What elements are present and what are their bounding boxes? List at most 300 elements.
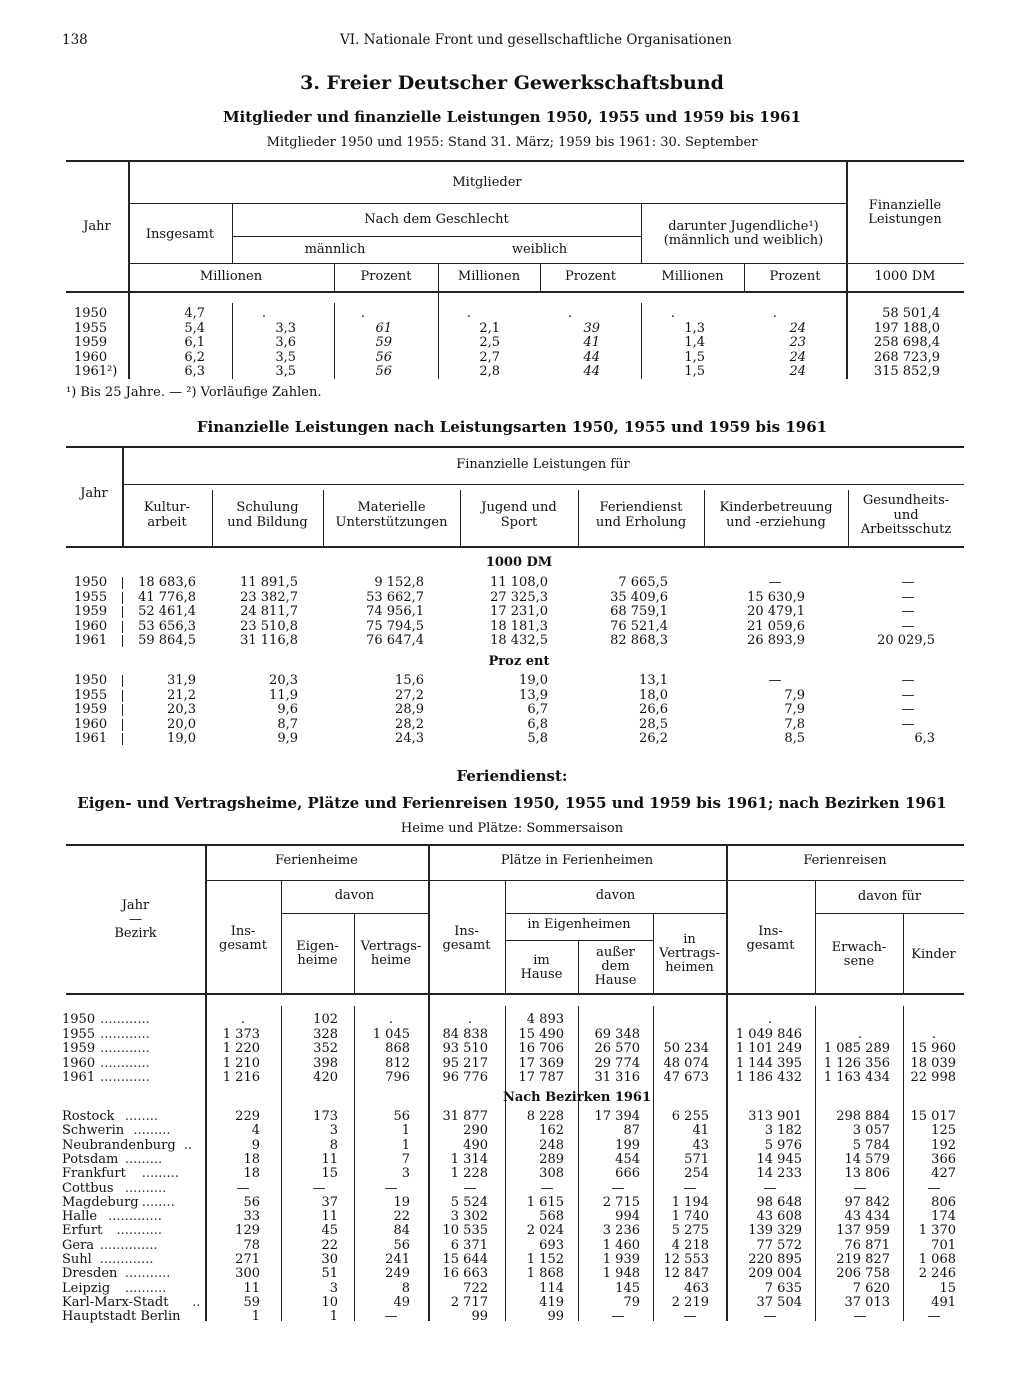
- t3-head-plaetze-ins-2: gesamt: [442, 938, 491, 953]
- t3-cell: 76 871: [844, 1237, 890, 1253]
- t3-cell: 2 715: [602, 1194, 640, 1210]
- t3-head-inv-3: heimen: [665, 960, 714, 975]
- t3-cell: 490: [463, 1137, 488, 1153]
- t2-cell: 28,9: [395, 702, 424, 718]
- t3-year: 1959: [62, 1041, 96, 1057]
- t3-head-dash: —: [129, 912, 142, 927]
- t3-bezirk-name: Erfurt: [62, 1223, 103, 1239]
- t1-cell-w_pct: 39: [583, 320, 600, 336]
- t3-cell: 298 884: [836, 1109, 890, 1124]
- t3-leader: ............: [96, 1026, 150, 1042]
- t3-cell: 1 152: [526, 1252, 564, 1267]
- t3-cell: 308: [539, 1166, 564, 1182]
- t2-cell: —: [901, 618, 915, 634]
- t2-cell: 11 108,0: [490, 575, 548, 590]
- t2-cell: 6,3: [914, 731, 935, 747]
- t3-cell: 4 218: [671, 1237, 709, 1253]
- t2-cell: 41 776,8: [138, 589, 196, 605]
- t3-cell: .: [931, 1026, 937, 1042]
- t2-cell: 18 181,3: [490, 618, 548, 634]
- t3-cell: 722: [463, 1280, 488, 1296]
- t3-cell: 102: [313, 1012, 338, 1027]
- t2-cell: 8,5: [784, 731, 805, 747]
- t1-cell-m_mio: 3,5: [275, 364, 296, 380]
- t3-cell: 22 998: [910, 1070, 956, 1086]
- t2-cell: 20 479,1: [747, 604, 805, 620]
- t3-cell: 22: [321, 1237, 338, 1253]
- t1-unit-w-mio: Millionen: [457, 269, 521, 284]
- t3-cell: 313 901: [748, 1109, 802, 1124]
- t1-cell-fin: 58 501,4: [882, 306, 940, 321]
- t3-cell: 47 673: [663, 1070, 709, 1086]
- t2-colhead-6: und: [893, 507, 919, 523]
- t3-cell: 7: [401, 1151, 410, 1167]
- t2-head-fuer: Finanzielle Leistungen für: [456, 457, 630, 472]
- t2-year: 1955: [74, 687, 108, 703]
- t2-cell: 7,9: [784, 687, 805, 703]
- t3-cell: 26 570: [594, 1041, 640, 1057]
- t2-colhead-5: Kinderbetreuung: [719, 500, 833, 515]
- t3-cell: 11: [321, 1151, 338, 1167]
- t2-cell: 76 647,4: [366, 633, 424, 649]
- t3-cell: 1: [251, 1309, 260, 1325]
- t3-bezirk-name: Rostock: [62, 1109, 115, 1124]
- t1-head-fin-1: Finanzielle: [868, 198, 942, 213]
- t2-cell: 26 893,9: [747, 633, 805, 649]
- t2-colhead-3: Sport: [500, 514, 538, 530]
- t3-head-reisen: Ferienreisen: [803, 853, 887, 868]
- t2-cell: 11 891,5: [240, 575, 298, 590]
- t1-cell-j_pct: 24: [789, 320, 806, 336]
- t2-cell: 75 794,5: [366, 618, 424, 634]
- t2-cell: 28,5: [639, 716, 668, 732]
- t3-cell: 16 706: [518, 1041, 564, 1057]
- t3-leader: ..............: [95, 1237, 158, 1253]
- t1-cell-j_pct: 23: [789, 335, 806, 351]
- t3-cell: 7 620: [852, 1280, 890, 1296]
- t2-cell: 24,3: [395, 731, 424, 747]
- t3-leader: .............: [95, 1252, 154, 1267]
- t3-cell: 37 504: [756, 1294, 802, 1310]
- t1-head-jugend-1: darunter Jugendliche¹): [668, 219, 819, 234]
- t3-leader: ..........: [120, 1180, 167, 1196]
- t2-cell: 52 461,4: [138, 604, 196, 620]
- t3-cell: 419: [539, 1294, 564, 1310]
- t3-cell: 1 045: [372, 1026, 410, 1042]
- t3-bezirk-name: Dresden: [62, 1266, 118, 1282]
- t1-cell-j_mio: .: [670, 306, 676, 321]
- t3-cell: 8 228: [526, 1109, 564, 1124]
- t3-cell: 806: [931, 1194, 956, 1210]
- t3-cell: 491: [931, 1294, 956, 1310]
- t2-colhead-4: Feriendienst: [599, 500, 683, 515]
- t1-cell-w_mio: 2,8: [479, 364, 500, 380]
- t3-cell: 7 635: [764, 1280, 802, 1296]
- t3-head-erw-1: Erwach-: [831, 940, 887, 955]
- t3-cell: 37: [321, 1194, 338, 1210]
- t3-cell: —: [540, 1180, 554, 1196]
- t3-year: 1950: [62, 1012, 96, 1027]
- t3-bezirk-name: Halle: [62, 1209, 98, 1225]
- t3-cell: 96 776: [442, 1070, 488, 1086]
- t2-cell: 24 811,7: [240, 604, 298, 620]
- t3-cell: 14 579: [844, 1151, 890, 1167]
- section-title: 3. Freier Deutscher Gewerkschaftsbund: [300, 72, 724, 94]
- t3-head-eigen-2: heime: [297, 953, 338, 968]
- t2-cell: 31,9: [167, 673, 196, 688]
- t3-cell: 49: [393, 1294, 410, 1310]
- t3-bezirk-name: Karl-Marx-Stadt: [62, 1294, 169, 1310]
- t3-cell: 137 959: [836, 1223, 890, 1239]
- t2-cell: 74 956,1: [366, 604, 424, 620]
- table3-subtitle: Heime und Plätze: Sommersaison: [400, 821, 624, 836]
- t3-cell: 43: [692, 1137, 709, 1153]
- t3-head-jahr: Jahr: [121, 898, 150, 913]
- t1-cell-w_pct: 44: [583, 364, 600, 380]
- t3-cell: 15: [939, 1280, 956, 1296]
- t3-head-plaetze-ins-1: Ins-: [454, 924, 479, 939]
- t2-sub-dm: 1000 DM: [485, 555, 553, 570]
- t3-cell: 1 101 249: [735, 1041, 802, 1057]
- t1-head-jahr: Jahr: [83, 219, 111, 234]
- t1-cell-m_pct: 56: [375, 349, 392, 365]
- t3-cell: 1 220: [222, 1041, 260, 1057]
- t3-cell: 129: [235, 1223, 260, 1239]
- t3-cell: 3 236: [602, 1223, 640, 1239]
- t3-cell: —: [683, 1180, 697, 1196]
- t3-head-plaetze: Plätze in Ferienheimen: [500, 853, 654, 868]
- t3-cell: —: [611, 1180, 625, 1196]
- t2-year: 1950: [74, 575, 108, 590]
- t3-cell: 162: [539, 1123, 564, 1139]
- t2-cell: 53 662,7: [366, 589, 424, 605]
- t3-cell: 199: [615, 1137, 640, 1153]
- t3-head-vertrag-1: Vertrags-: [360, 939, 422, 954]
- t3-cell: 1 126 356: [823, 1055, 890, 1071]
- t3-leader: .........: [120, 1151, 163, 1167]
- t3-cell: 1 216: [222, 1070, 260, 1086]
- t3-cell: 1: [401, 1137, 410, 1153]
- t3-cell: 139 329: [748, 1223, 802, 1239]
- t3-head-inv-2: Vertrags-: [659, 946, 720, 961]
- t2-year: 1959: [74, 702, 108, 718]
- t3-cell: 3: [329, 1280, 338, 1296]
- t3-cell: 3 302: [450, 1209, 488, 1225]
- t1-head-fin-2: Leistungen: [868, 212, 942, 227]
- t3-cell: 114: [539, 1280, 564, 1296]
- t3-leader: ..: [179, 1137, 192, 1153]
- t2-cell: 26,6: [639, 702, 668, 718]
- t3-cell: 1: [329, 1309, 338, 1325]
- t2-cell: 8,7: [277, 716, 298, 732]
- table1-subtitle: Mitglieder 1950 und 1955: Stand 31. März; 1959 bis 1961: 30. September: [266, 135, 758, 150]
- t1-cell-insgesamt: 4,7: [184, 306, 205, 321]
- t3-cell: 84 838: [442, 1026, 488, 1042]
- t2-cell: 27 325,3: [490, 589, 548, 605]
- t1-cell-m_pct: 59: [375, 335, 392, 351]
- t3-leader: .............: [104, 1209, 162, 1225]
- t3-leader: ............: [96, 1041, 150, 1057]
- t3-bezirk-name: Potsdam: [62, 1151, 119, 1167]
- t3-cell: 98 648: [756, 1194, 802, 1210]
- t3-leader: ........: [120, 1109, 158, 1124]
- t1-footnote: ¹) Bis 25 Jahre. — ²) Vorläufige Zahlen.: [66, 385, 322, 400]
- t3-cell: 1 615: [526, 1194, 564, 1210]
- t3-cell: 174: [931, 1209, 956, 1225]
- t2-cell: 68 759,1: [610, 604, 668, 620]
- table1-title: Mitglieder und finanzielle Leistungen 1950, 1955 und 1959 bis 1961: [222, 108, 802, 126]
- t2-cell: 13,1: [639, 673, 668, 688]
- t2-colhead-0: Kultur-: [143, 500, 191, 515]
- t2-cell: 27,2: [395, 687, 424, 703]
- t1-head-mitglieder: Mitglieder: [452, 175, 522, 190]
- t2-cell: 9,9: [277, 731, 298, 747]
- t3-cell: 463: [684, 1280, 709, 1296]
- t2-cell: —: [901, 673, 915, 688]
- t3-cell: 868: [385, 1041, 410, 1057]
- t3-cell: 16 663: [442, 1266, 488, 1282]
- t3-cell: 17 787: [518, 1070, 564, 1086]
- t3-cell: 248: [539, 1137, 564, 1153]
- t2-colhead-6: Gesundheits-: [862, 493, 950, 508]
- t3-cell: 59: [243, 1294, 260, 1310]
- t2-cell: 20,3: [269, 673, 298, 688]
- t3-cell: 1 210: [222, 1055, 260, 1071]
- t3-cell: 145: [615, 1280, 640, 1296]
- t3-cell: 209 004: [748, 1266, 802, 1282]
- t3-cell: 398: [313, 1055, 338, 1071]
- t3-head-ferienheime: Ferienheime: [275, 853, 358, 868]
- t3-cell: 8: [329, 1137, 338, 1153]
- t2-year: 1961: [74, 633, 108, 649]
- t3-leader: ...........: [120, 1266, 171, 1282]
- t3-cell: 5 275: [671, 1223, 709, 1239]
- t2-cell: 31 116,8: [240, 633, 298, 649]
- t1-unit-m-pct: Prozent: [360, 269, 412, 284]
- t3-cell: 69 348: [594, 1026, 640, 1042]
- t1-cell-w_pct: 44: [583, 349, 600, 365]
- t3-cell: 43 434: [844, 1209, 890, 1225]
- t3-cell: 1 144 395: [735, 1055, 802, 1071]
- t2-cell: —: [768, 575, 782, 590]
- t2-cell: 18 683,6: [138, 575, 196, 590]
- t2-cell: 53 656,3: [138, 618, 196, 634]
- t1-cell-j_pct: .: [772, 306, 778, 321]
- t3-cell: 125: [931, 1123, 956, 1139]
- t3-cell: 2 219: [671, 1294, 709, 1310]
- t2-cell: 26,2: [639, 731, 668, 747]
- t3-cell: 37 013: [844, 1294, 890, 1310]
- t1-year: 1950: [74, 306, 108, 321]
- t3-cell: 271: [235, 1252, 260, 1267]
- t2-colhead-1: Schulung: [236, 500, 299, 515]
- t3-cell: 1 194: [671, 1194, 709, 1210]
- t1-cell-w_mio: .: [466, 306, 472, 321]
- t2-cell: —: [901, 716, 915, 732]
- t2-year: 1950: [74, 673, 108, 688]
- t3-bezirk-name: Gera: [62, 1237, 95, 1253]
- t3-cell: 31 877: [442, 1109, 488, 1124]
- t3-cell: 2 717: [450, 1294, 488, 1310]
- t3-cell: 666: [615, 1166, 640, 1182]
- t2-cell: 7,8: [784, 716, 805, 732]
- t3-year: 1955: [62, 1026, 96, 1042]
- t1-head-geschlecht: Nach dem Geschlecht: [364, 212, 509, 227]
- t1-cell-m_mio: 3,5: [275, 349, 296, 365]
- t3-leader: ............: [96, 1055, 150, 1071]
- t3-cell: 1 948: [602, 1266, 640, 1282]
- t3-cell: 206 758: [836, 1266, 890, 1282]
- t3-cell: 1 370: [918, 1223, 956, 1239]
- t3-cell: 1 314: [450, 1151, 488, 1167]
- t3-cell: 4: [251, 1123, 260, 1139]
- t3-cell: .: [767, 1012, 773, 1027]
- t1-cell-insgesamt: 6,2: [184, 349, 205, 365]
- t3-head-eigen-1: Eigen-: [296, 939, 339, 954]
- t3-cell: —: [853, 1309, 867, 1325]
- running-head: VI. Nationale Front und gesellschaftliche Organisationen: [340, 32, 732, 48]
- t3-cell: 219 827: [836, 1252, 890, 1267]
- t1-cell-j_mio: 1,5: [684, 349, 705, 365]
- t3-bezirk-name: Hauptstadt Berlin: [62, 1309, 181, 1325]
- t3-cell: 241: [385, 1252, 410, 1267]
- t2-year: 1955: [74, 589, 108, 605]
- t2-cell: 21,2: [167, 687, 196, 703]
- page-number: 138: [62, 32, 88, 48]
- t3-cell: 454: [615, 1151, 640, 1167]
- t2-cell: 19,0: [519, 673, 548, 688]
- t3-cell: 22: [393, 1209, 410, 1225]
- t2-cell: —: [901, 604, 915, 620]
- t3-cell: 6 371: [450, 1237, 488, 1253]
- t3-cell: 15 960: [910, 1041, 956, 1057]
- t2-cell: 20,0: [167, 716, 196, 732]
- t3-cell: 77 572: [756, 1237, 802, 1253]
- t3-cell: 14 233: [756, 1166, 802, 1182]
- t1-year: 1959: [74, 335, 108, 351]
- t3-cell: 19: [393, 1194, 410, 1210]
- t2-cell: 5,8: [527, 731, 548, 747]
- t2-cell: 76 521,4: [610, 618, 668, 634]
- t3-cell: 2 246: [918, 1266, 956, 1282]
- t2-colhead-2: Materielle: [357, 500, 426, 515]
- t3-cell: 3: [401, 1166, 410, 1182]
- t3-cell: 1 186 432: [735, 1070, 802, 1086]
- t2-cell: 6,7: [527, 702, 548, 718]
- t3-head-ausser-3: Hause: [594, 973, 637, 988]
- t3-cell: 93 510: [442, 1041, 488, 1057]
- t3-cell: 18: [243, 1166, 260, 1182]
- t3-cell: 1 068: [918, 1252, 956, 1267]
- t3-cell: 220 895: [748, 1252, 802, 1267]
- t1-head-insgesamt: Insgesamt: [145, 227, 215, 242]
- t1-head-maennlich: männlich: [304, 242, 366, 257]
- t3-cell: 1 085 289: [823, 1041, 890, 1057]
- t3-cell: 11: [243, 1280, 260, 1296]
- t3-cell: 366: [931, 1151, 956, 1167]
- t3-cell: —: [611, 1309, 625, 1325]
- t3-cell: 1 740: [671, 1209, 709, 1225]
- t3-cell: 14 945: [756, 1151, 802, 1167]
- t3-cell: 15: [321, 1166, 338, 1182]
- t2-cell: 7,9: [784, 702, 805, 718]
- t3-bezirk-name: Frankfurt: [62, 1166, 126, 1182]
- t3-cell: 3 057: [852, 1123, 890, 1139]
- t3-leader: .........: [137, 1166, 179, 1182]
- t2-cell: 35 409,6: [610, 589, 668, 605]
- t2-cell: 9,6: [277, 702, 298, 718]
- t3-cell: —: [763, 1180, 777, 1196]
- t3-cell: 41: [692, 1123, 709, 1139]
- t3-cell: —: [463, 1180, 477, 1196]
- t1-cell-j_pct: 24: [789, 364, 806, 380]
- t1-cell-m_pct: 56: [375, 364, 392, 380]
- t3-cell: 30: [321, 1252, 338, 1267]
- t3-head-kinder: Kinder: [911, 947, 956, 962]
- t3-cell: 300: [235, 1266, 260, 1282]
- t3-cell: 701: [931, 1237, 956, 1253]
- t3-cell: —: [312, 1180, 326, 1196]
- t1-unit-w-pct: Prozent: [565, 269, 616, 284]
- t1-cell-j_mio: 1,5: [684, 364, 705, 380]
- t3-cell: 1 939: [602, 1252, 640, 1267]
- t2-cell: 19,0: [167, 731, 196, 747]
- t3-cell: 796: [385, 1070, 410, 1086]
- t1-cell-j_mio: 1,3: [684, 320, 705, 336]
- t3-cell: 289: [539, 1151, 564, 1167]
- t3-cell: 56: [243, 1194, 260, 1210]
- t3-leader: .........: [129, 1123, 171, 1139]
- t3-cell: 328: [313, 1026, 338, 1042]
- t3-head-ausser-1: außer: [596, 945, 635, 960]
- t3-cell: 84: [393, 1223, 410, 1239]
- t3-cell: 812: [385, 1055, 410, 1071]
- t3-head-heime-ins-1: Ins-: [230, 924, 256, 939]
- t3-cell: 420: [313, 1070, 338, 1086]
- t2-colhead-0: arbeit: [147, 514, 187, 530]
- t3-head-heime-davon: davon: [334, 888, 375, 903]
- t1-cell-insgesamt: 6,1: [184, 335, 205, 351]
- t3-cell: 29 774: [594, 1055, 640, 1071]
- t3-head-im-2: Hause: [520, 967, 563, 982]
- t2-cell: 21 059,6: [747, 618, 805, 634]
- t2-cell: 28,2: [395, 716, 424, 732]
- t3-cell: 427: [931, 1166, 956, 1182]
- t1-cell-w_pct: .: [567, 306, 573, 321]
- t2-cell: 15,6: [395, 673, 424, 688]
- t1-cell-j_mio: 1,4: [684, 335, 705, 351]
- t3-cell: 12 847: [663, 1266, 709, 1282]
- t3-bezirk-name: Leipzig: [62, 1280, 111, 1296]
- t2-year: 1960: [74, 716, 108, 732]
- t3-cell: 9: [251, 1137, 260, 1153]
- t3-cell: 229: [235, 1109, 260, 1124]
- t3-cell: .: [240, 1012, 246, 1027]
- t3-cell: 249: [385, 1266, 410, 1282]
- t3-cell: 12 553: [663, 1252, 709, 1267]
- t3-cell: 56: [393, 1109, 410, 1124]
- t3-cell: 33: [243, 1209, 260, 1225]
- t2-cell: 20,3: [167, 702, 196, 718]
- t1-year: 1955: [74, 320, 108, 336]
- t3-cell: .: [857, 1026, 863, 1042]
- t3-cell: 3 182: [764, 1123, 802, 1139]
- t2-year: 1960: [74, 618, 108, 634]
- t3-cell: —: [384, 1309, 398, 1325]
- t3-bezirk-name: Schwerin: [62, 1123, 125, 1139]
- t3-cell: 2 024: [526, 1223, 564, 1239]
- t1-head-jugend-2: (männlich und weiblich): [663, 233, 824, 248]
